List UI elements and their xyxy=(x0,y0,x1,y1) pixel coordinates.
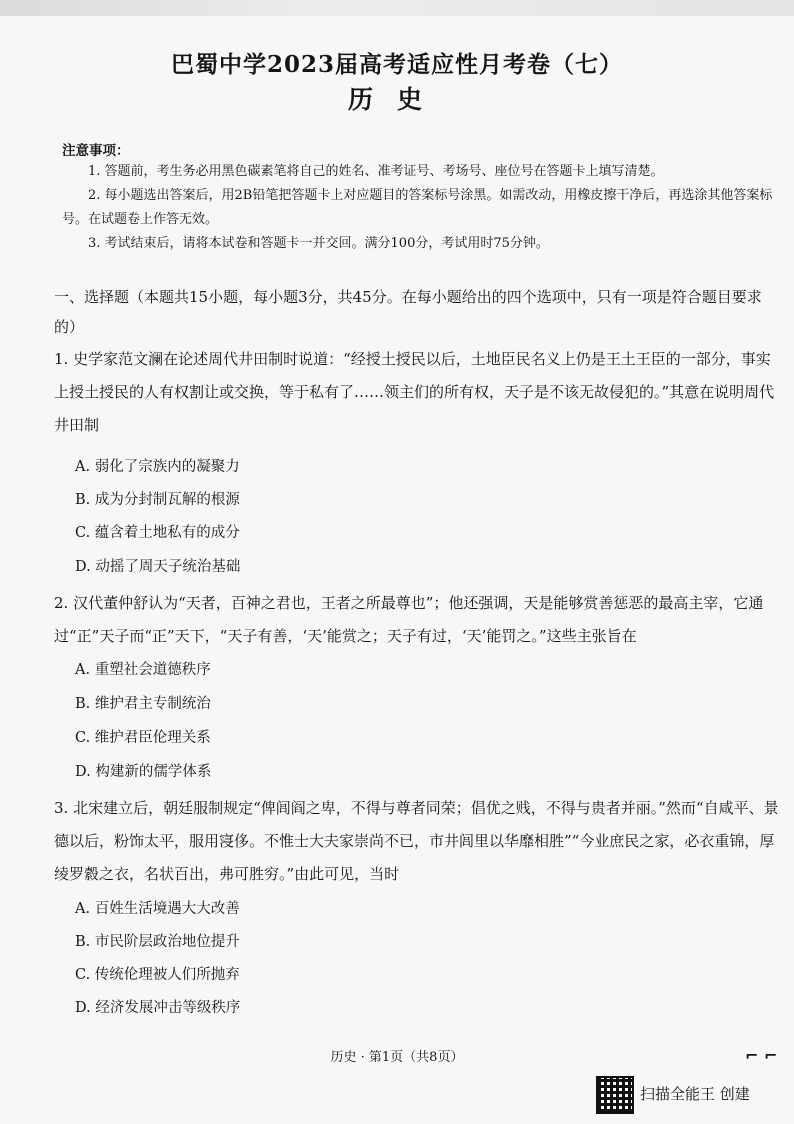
question-stem-text: 1. 史学家范文澜在论述周代井田制时说道：“经授土授民以后，土地臣民名义上仍是王土王臣的一部分，事实上授土授民的人有权割让或交换，等于私有了……领主们的所有权，天子是不该无故侵犯的。”其意在说明周代井田制 xyxy=(54,350,775,434)
question-3-option-a: A. 百姓生活境遇大大改善 xyxy=(75,901,240,917)
question-2-stem xyxy=(54,587,782,653)
question-1-option-d: D. 动摇了周天子统治基础 xyxy=(75,559,241,575)
exam-subject: 历史 xyxy=(347,85,446,114)
question-3-option-c: C. 传统伦理被人们所抛弃 xyxy=(75,967,240,983)
notice-text-3: 3. 考试结束后，请将本试卷和答题卡一并交回。满分100分，考试用时75分钟。 xyxy=(88,236,549,251)
question-2-option-b: B. 维护君主专制统治 xyxy=(75,696,211,712)
question-3-option-b: B. 市民阶层政治地位提升 xyxy=(75,934,240,950)
notice-item-2 xyxy=(62,184,774,232)
question-1-option-c: C. 蕴含着土地私有的成分 xyxy=(75,525,240,541)
notice-text-1: 1. 答题前，考生务必用黑色碳素笔将自己的姓名、准考证号、考场号、座位号在答题卡上填写清楚。 xyxy=(88,164,664,179)
notice-text-2: 2. 每小题选出答案后，用2B铅笔把答题卡上对应题目的答案标号涂黑。如需改动，用橡皮擦干净后，再选涂其他答案标号。在试题卷上作答无效。 xyxy=(62,188,773,227)
question-1-option-a: A. 弱化了宗族内的凝聚力 xyxy=(75,459,240,475)
question-1-option-b: B. 成为分封制瓦解的根源 xyxy=(75,492,240,508)
page-footer: 历史 · 第1页（共8页） xyxy=(330,1050,464,1065)
question-2-option-c: C. 维护君臣伦理关系 xyxy=(75,730,211,746)
question-1-stem xyxy=(54,343,782,442)
question-stem-text: 3. 北宋建立后，朝廷服制规定“俾闾阎之卑，不得与尊者同荣；倡优之贱，不得与贵者并丽。”然而“自咸平、景德以后，粉饰太平，服用寖侈。不惟士大夫家崇尚不已，市井闾里以华靡相胜”“今业庶民之家，必衣重锦，厚绫罗縠之衣，名状百出，弗可胜穷。”由此可见，当时 xyxy=(54,799,779,883)
question-2-option-d: D. 构建新的儒学体系 xyxy=(75,764,212,780)
scan-top-band xyxy=(0,0,794,16)
question-stem-text: 2. 汉代董仲舒认为“天者，百神之君也，王者之所最尊也”；他还强调，天是能够赏善惩恶的最高主宰，它通过“正”天子而“正”天下，“天子有善，‘天’能赏之；天子有过，‘天’能罚之。”这些主张旨在 xyxy=(54,594,764,645)
scanner-watermark: 扫描全能王 创建 xyxy=(640,1085,750,1103)
question-3-stem xyxy=(54,792,782,891)
notice-item-3 xyxy=(62,232,774,256)
scan-mark: ⌐ ⌐ xyxy=(745,1046,778,1065)
notice-item-1 xyxy=(62,160,774,184)
section-heading: 一、选择题（本题共15小题，每小题3分，共45分。在每小题给出的四个选项中，只有一项是符合题目要求的） xyxy=(54,288,762,336)
notice-heading: 注意事项： xyxy=(62,143,130,159)
question-3-option-d: D. 经济发展冲击等级秩序 xyxy=(75,1000,241,1016)
exam-title: 巴蜀中学2023届高考适应性月考卷（七） xyxy=(170,51,623,78)
question-2-option-a: A. 重塑社会道德秩序 xyxy=(75,662,211,678)
qr-code-icon xyxy=(596,1076,634,1114)
